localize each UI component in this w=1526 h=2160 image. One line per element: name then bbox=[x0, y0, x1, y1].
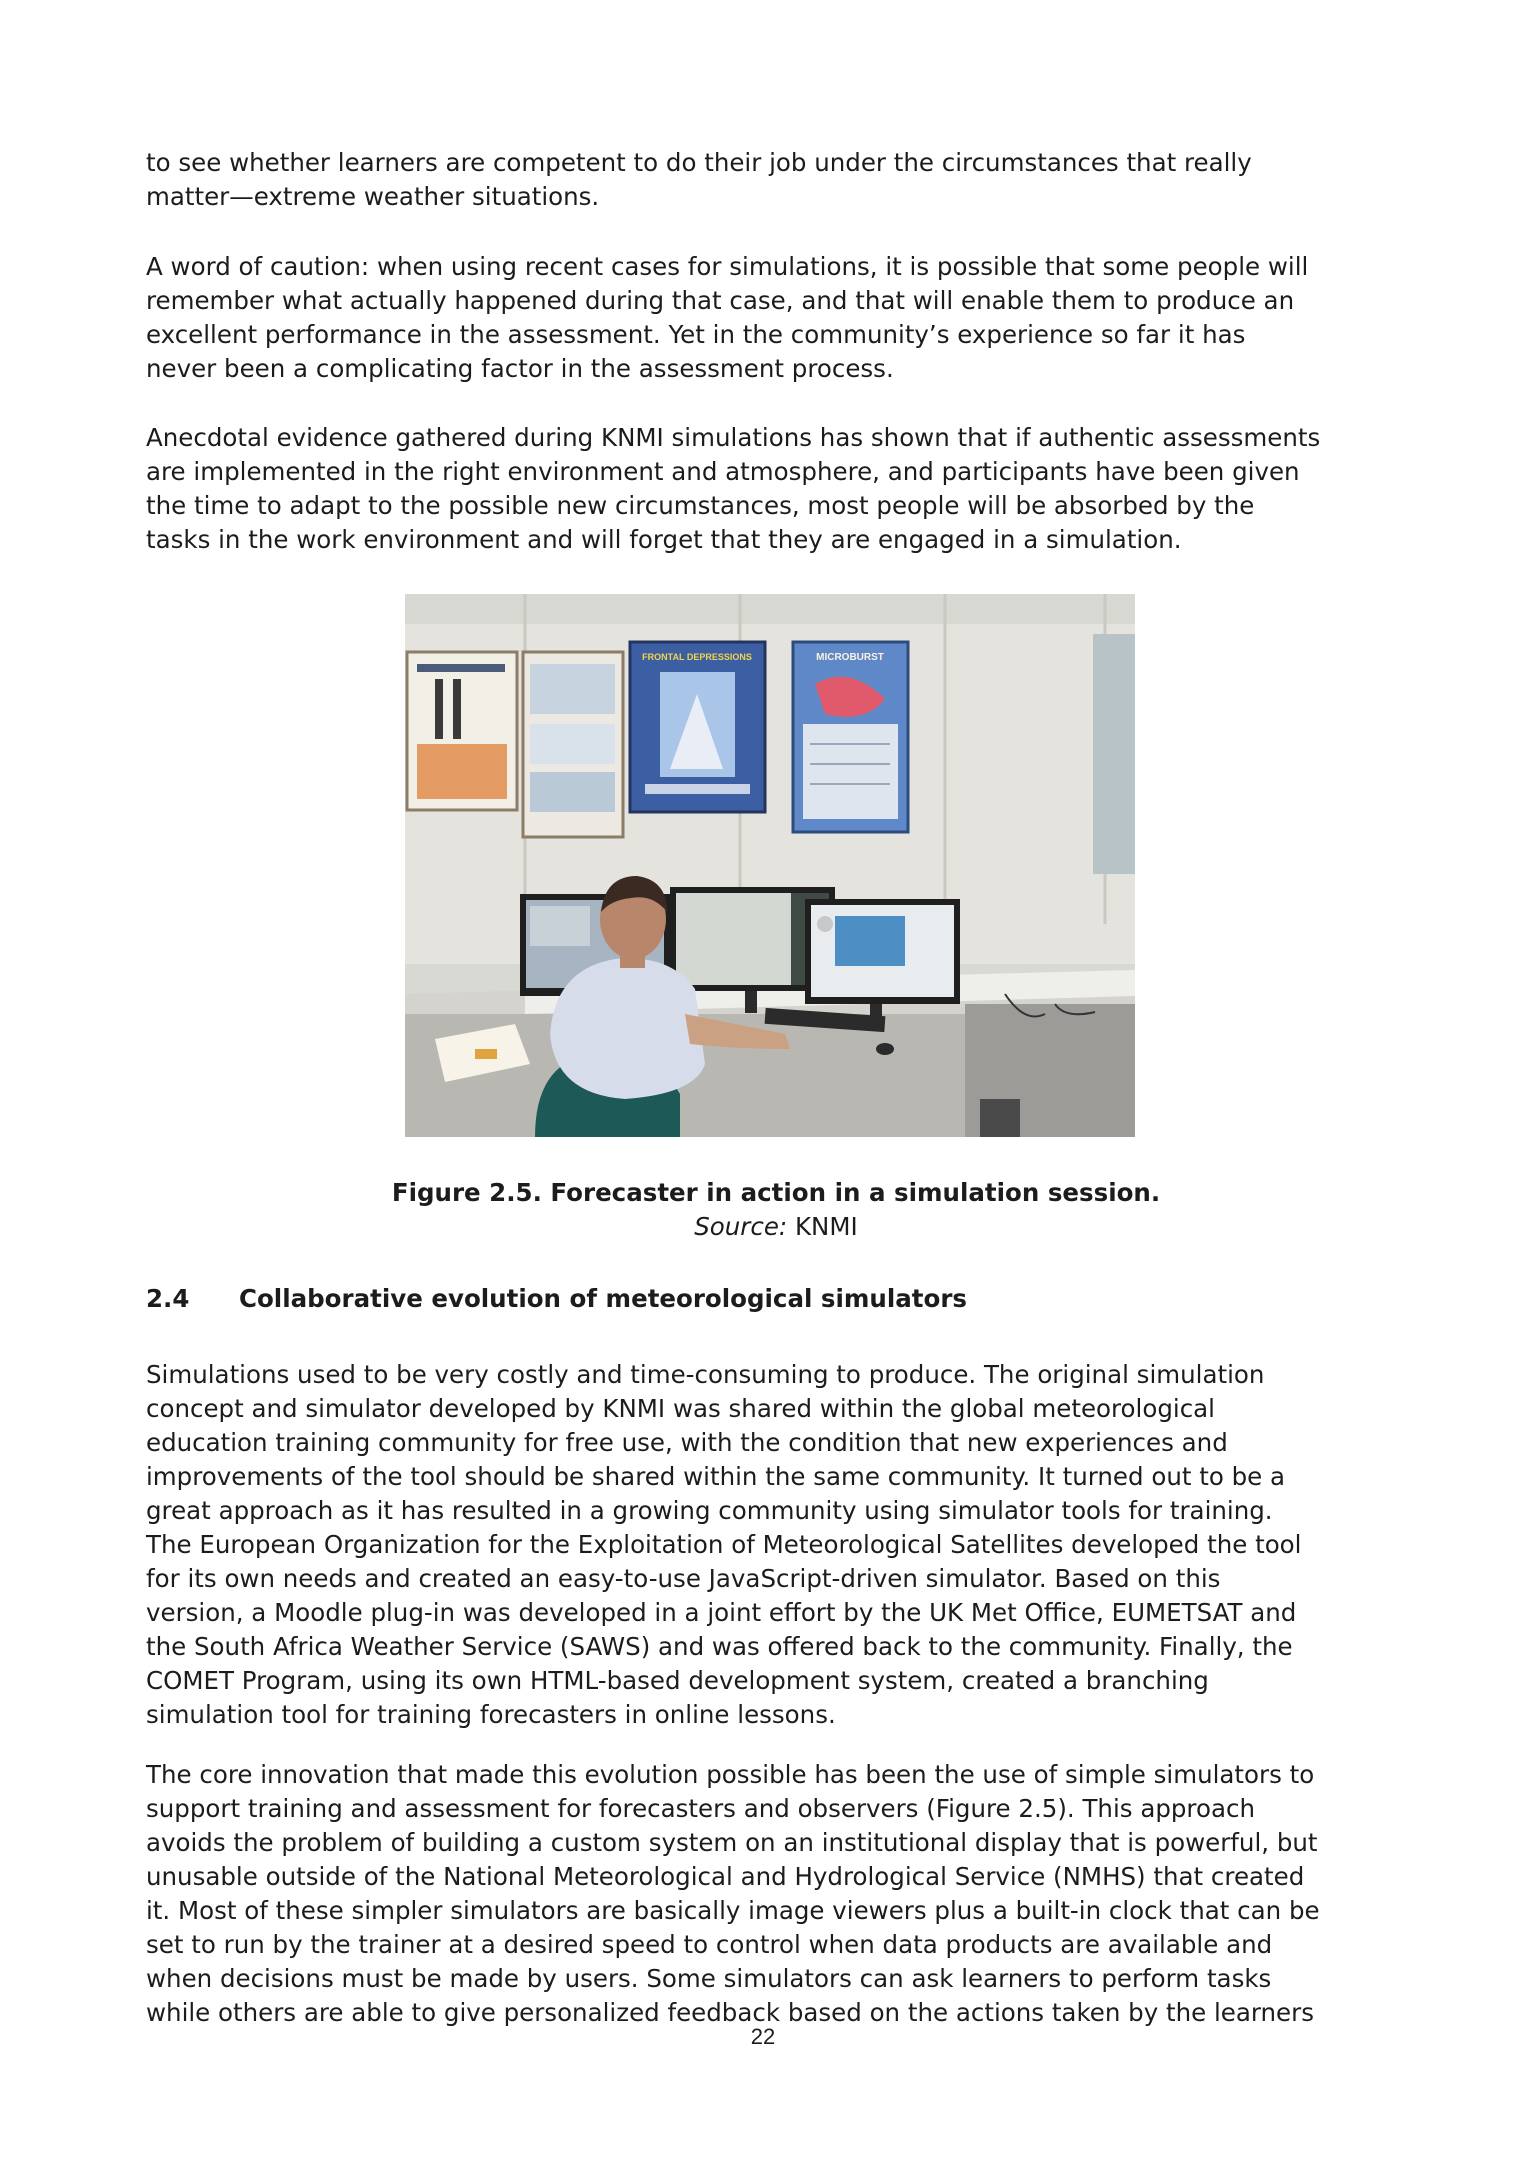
figure-caption: Figure 2.5. Forecaster in action in a simulation session. bbox=[391, 1178, 1161, 1207]
section-number: 2.4 bbox=[146, 1284, 190, 1313]
page-number: 22 bbox=[750, 2024, 776, 2049]
figure-source-label: Source: bbox=[694, 1212, 788, 1241]
forecaster-photo bbox=[405, 594, 1135, 1137]
paragraph-text: A word of caution: when using recent cases for simulations, it is possible that some people will remember what actually happened during that case, and that will enable them to produce an excellent performance in the assessment. Yet in the community’s experience so far it has never been a complicating factor in the assessment process. bbox=[146, 252, 1309, 383]
section-heading bbox=[146, 1282, 967, 1316]
section-title: Collaborative evolution of meteorological simulators bbox=[239, 1284, 968, 1313]
paragraph-text: Simulations used to be very costly and time-consuming to produce. The original simulation concept and simulator developed by KNMI was shared within the global meteorological education training community for free use, with the condition that new experiences and improvements of the tool should be shared within the same community. It turned out to be a great approach as it has resulted in a growing community using simulator tools for training. The European Organization for the Exploitation of Meteorological Satellites developed the tool for its own needs and created an easy-to-use JavaScript-driven simulator. Based on this version, a Moodle plug-in was developed in a joint effort by the UK Met Office, EUMETSAT and the South Africa Weather Service (SAWS) and was offered back to the community. Finally, the COMET Program, using its own HTML-based development system, created a branching simulation tool for training forecasters in online lessons. bbox=[146, 1360, 1302, 1729]
poster-microburst bbox=[793, 642, 908, 832]
figure-source bbox=[146, 1210, 1406, 1244]
poster-heading: MICROBURST bbox=[816, 652, 884, 663]
paragraph-text: The core innovation that made this evolution possible has been the use of simple simulators to support training and assessment for forecasters and observers (Figure 2.5). This approach avoids the problem of building a custom system on an institutional display that is powerful, but unusable outside of the National Meteorological and Hydrological Service (NMHS) that created it. Most of these simpler simulators are basically image viewers plus a built-in clock that can be set to run by the trainer at a desired speed to control when data products are available and when decisions must be made by users. Some simulators can ask learners to perform tasks while others are able to give personalized feedback based on the actions taken by the learners bbox=[146, 1760, 1320, 2027]
poster-2 bbox=[523, 652, 623, 837]
paragraph-text: Anecdotal evidence gathered during KNMI simulations has shown that if authentic assessments are implemented in the right environment and atmosphere, and participants have been given the time to adapt to the possible new circumstances, most people will be absorbed by the tasks in the work environment and will forget that they are engaged in a simulation. bbox=[146, 423, 1321, 554]
paragraph-text: to see whether learners are competent to do their job under the circumstances that really matter—extreme weather situations. bbox=[146, 148, 1252, 211]
poster-frontal-depressions bbox=[630, 642, 765, 812]
poster-heading: FRONTAL DEPRESSIONS bbox=[642, 652, 752, 662]
figure-photo-forecaster bbox=[405, 594, 1135, 1137]
paragraph bbox=[146, 421, 1406, 557]
poster-1 bbox=[407, 652, 517, 810]
paragraph bbox=[146, 1358, 1406, 1732]
paragraph bbox=[146, 146, 1406, 214]
figure-source-value: KNMI bbox=[794, 1212, 858, 1241]
paragraph bbox=[146, 250, 1406, 386]
paragraph bbox=[146, 1758, 1406, 2030]
